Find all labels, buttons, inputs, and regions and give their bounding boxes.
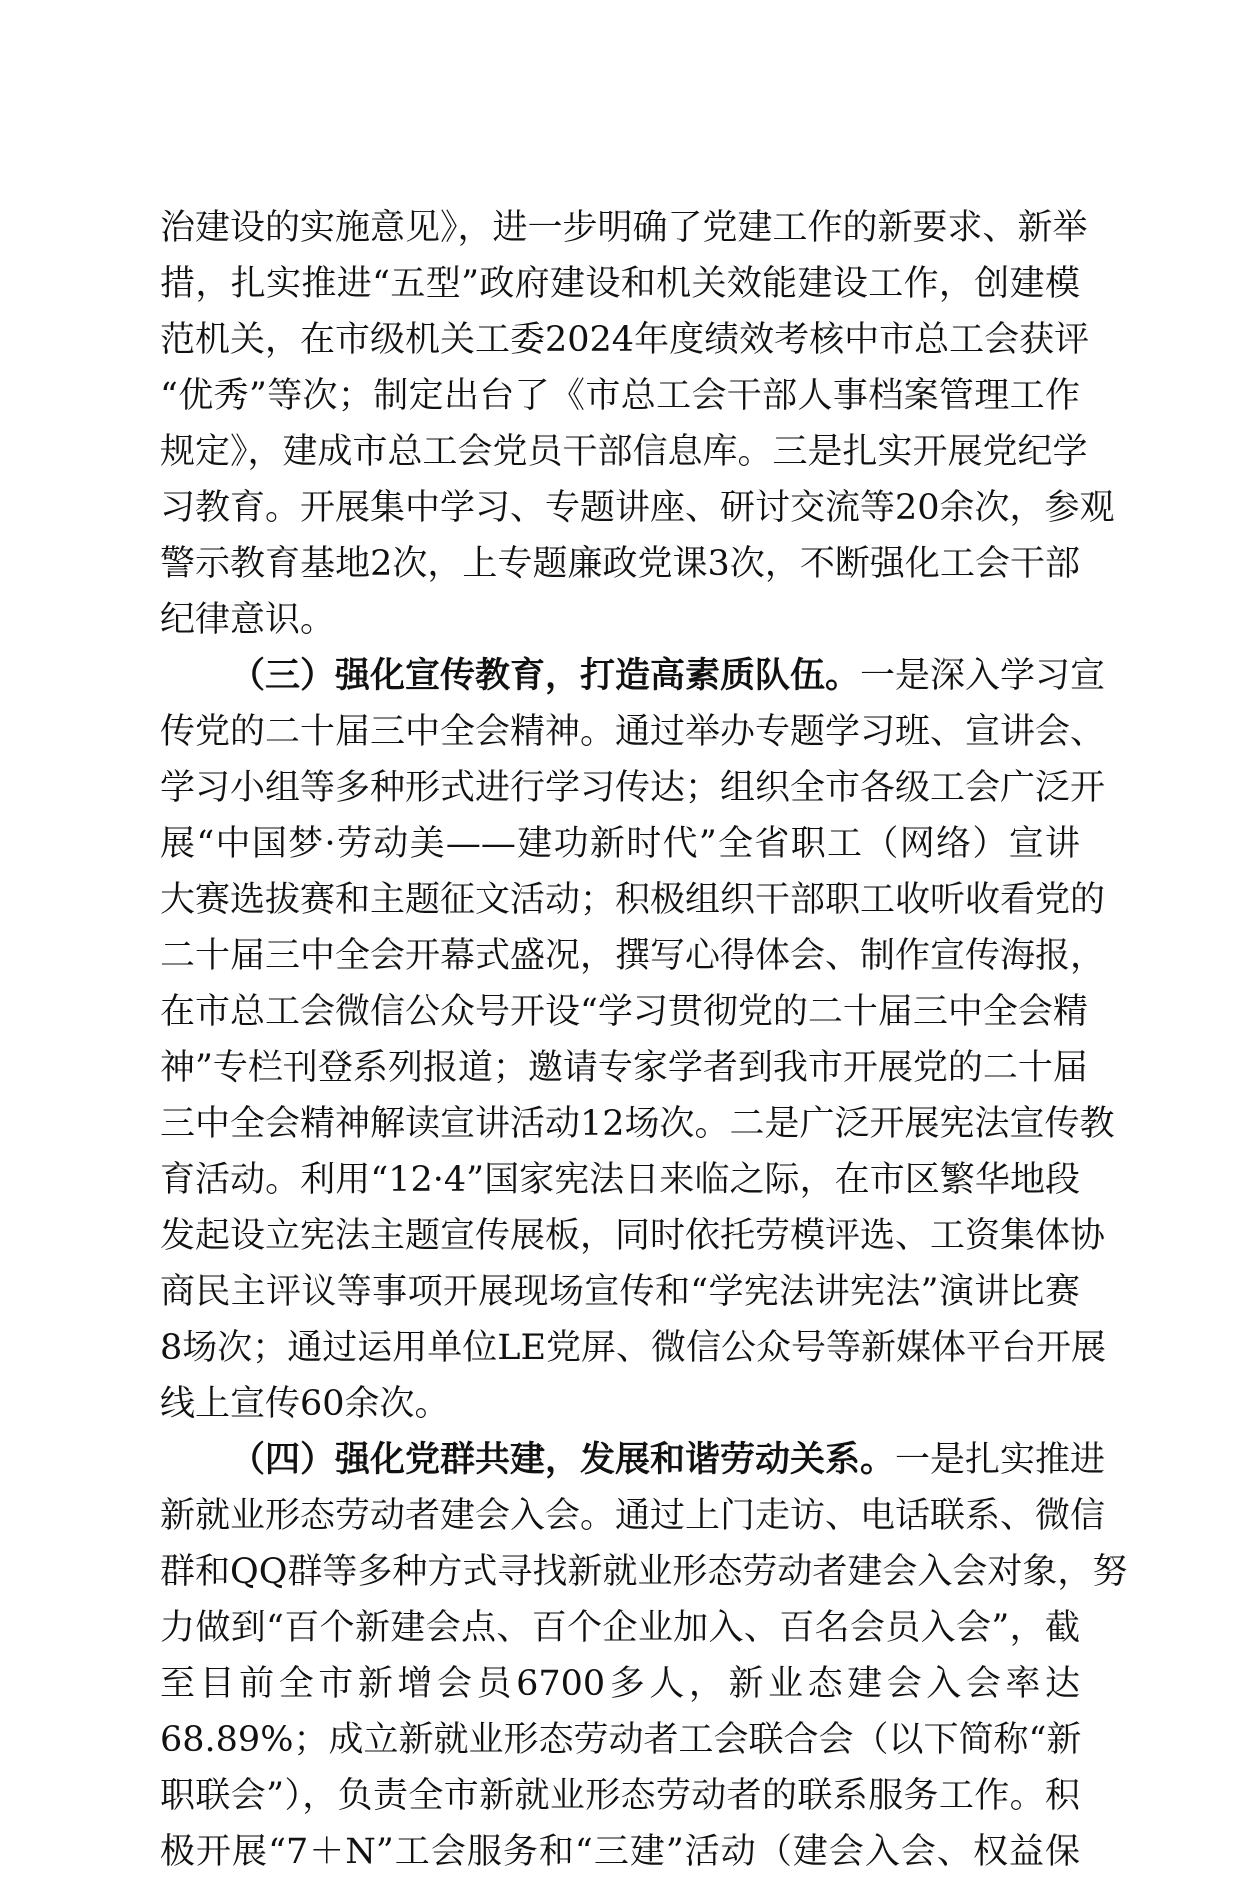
body-line: 传党的二十届三中全会精神。通过举办专题学习班、宣讲会、 (160, 712, 1106, 752)
body-line: 育活动。利用“12·4”国家宪法日来临之际，在市区繁华地段 (160, 1160, 1080, 1200)
body-line: 二十届三中全会开幕式盛况，撰写心得体会、制作宣传海报， (160, 936, 1106, 976)
section-first-line (160, 648, 1106, 704)
body-line: 规定》，建成市总工会党员干部信息库。三是扎实开展党纪学 (160, 432, 1088, 472)
body-line: 68.89%；成立新就业形态劳动者工会联合会（以下简称“新 (160, 1720, 1082, 1760)
section-heading: （三）强化宣传教育，打造高素质队伍。 (230, 655, 861, 696)
body-line: 线上宣传60余次。 (160, 1384, 450, 1424)
body-line: 纪律意识。 (160, 600, 336, 640)
body-line: 范机关，在市级机关工委2024年度绩效考核中市总工会获评 (160, 320, 1090, 360)
body-line: 力做到“百个新建会点、百个企业加入、百名会员入会”，截 (160, 1608, 1080, 1648)
body-line: 商民主评议等事项开展现场宣传和“学宪法讲宪法”演讲比赛 (160, 1272, 1080, 1312)
body-line: “优秀”等次；制定出台了《市总工会干部人事档案管理工作 (160, 376, 1080, 416)
body-line: 新就业形态劳动者建会入会。通过上门走访、电话联系、微信 (160, 1496, 1106, 1536)
body-line: 发起设立宪法主题宣传展板，同时依托劳模评选、工资集体协 (160, 1216, 1106, 1256)
body-line: 三中全会精神解读宣讲活动12场次。二是广泛开展宪法宣传教 (160, 1104, 1115, 1144)
body-line: 措，扎实推进“五型”政府建设和机关效能建设工作，创建模 (160, 264, 1080, 304)
body-line: 群和QQ群等多种方式寻找新就业形态劳动者建会入会对象，努 (160, 1552, 1128, 1592)
body-line: 极开展“7＋N”工会服务和“三建”活动（建会入会、权益保 (160, 1832, 1080, 1872)
body-line: 习教育。开展集中学习、专题讲座、研讨交流等20余次，参观 (160, 488, 1115, 528)
body-line: 8场次；通过运用单位LE党屏、微信公众号等新媒体平台开展 (160, 1328, 1107, 1368)
section-first-line-text: 一是扎实推进 (895, 1440, 1106, 1480)
body-line: 展“中国梦·劳动美——建功新时代”全省职工（网络）宣讲 (160, 824, 1080, 864)
section-first-line (160, 1432, 1106, 1488)
body-line: 在市总工会微信公众号开设“学习贯彻党的二十届三中全会精 (160, 992, 1088, 1032)
body-line: 至目前全市新增会员6700多人，新业态建会入会率达 (160, 1664, 1080, 1704)
body-line: 治建设的实施意见》，进一步明确了党建工作的新要求、新举 (160, 208, 1088, 248)
body-line: 神”专栏刊登系列报道；邀请专家学者到我市开展党的二十届 (160, 1048, 1088, 1088)
body-line: 学习小组等多种形式进行学习传达；组织全市各级工会广泛开 (160, 768, 1106, 808)
body-line: 警示教育基地2次，上专题廉政党课3次，不断强化工会干部 (160, 544, 1080, 584)
body-line: 职联会”），负责全市新就业形态劳动者的联系服务工作。积 (160, 1776, 1080, 1816)
section-first-line-text: 一是深入学习宣 (860, 656, 1106, 696)
body-line: 大赛选拔赛和主题征文活动；积极组织干部职工收听收看党的 (160, 880, 1106, 920)
section-heading: （四）强化党群共建，发展和谐劳动关系。 (230, 1439, 896, 1480)
document-body (160, 200, 1128, 1880)
